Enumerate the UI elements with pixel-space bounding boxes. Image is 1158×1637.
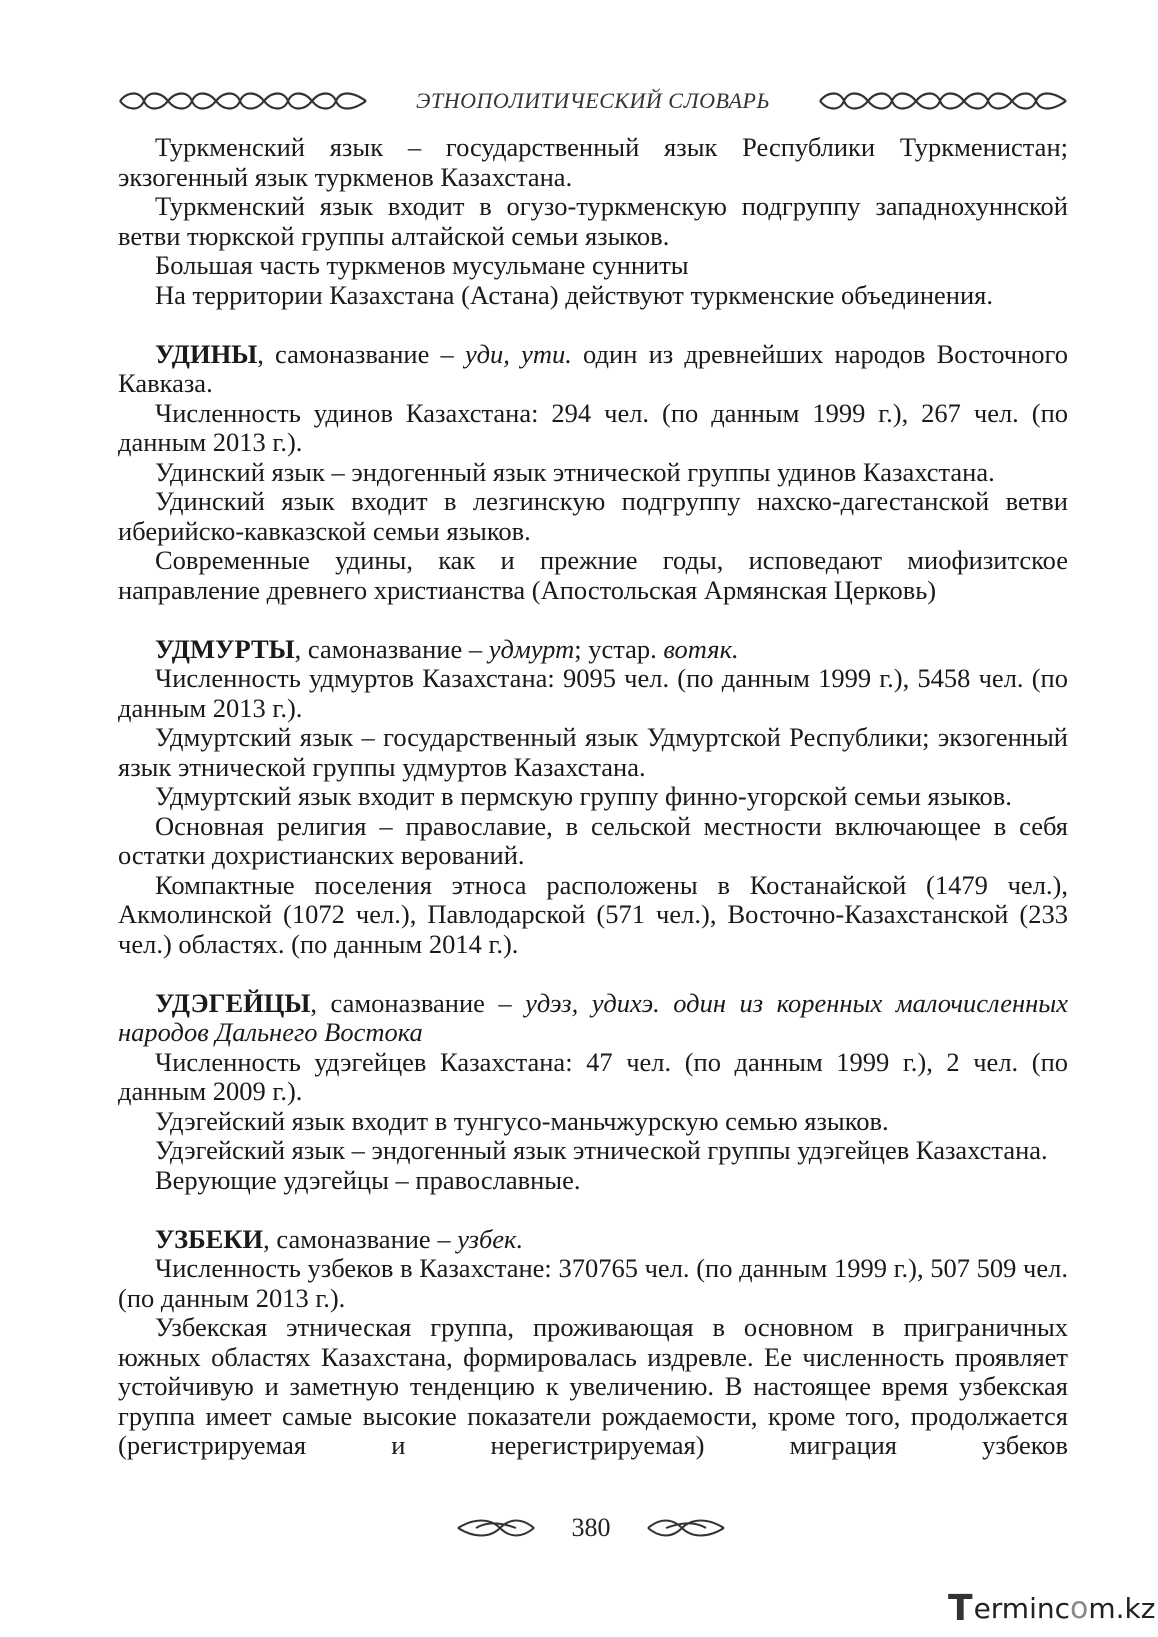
watermark-text-2: m.kz (1088, 1591, 1156, 1625)
entry-heading-udiny (118, 340, 1068, 399)
paragraph: Удинский язык – эндогенный язык этнической группы удинов Казахстана. (155, 456, 995, 487)
paragraph: Численность удинов Казахстана: 294 чел. (по данным 1999 г.), 267 чел. (по данным 2013 г.). (118, 397, 1068, 457)
paragraph: Большая часть туркменов мусульмане сунниты (155, 250, 689, 280)
footer-ornament-left-icon (456, 1516, 536, 1540)
site-watermark (948, 1587, 1156, 1629)
paragraph: Удмуртский язык входит в пермскую группу финно-угорской семьи языков. (155, 781, 1012, 811)
entry-term: УДИНЫ (155, 338, 258, 369)
entry-separator (118, 310, 1068, 340)
paragraph: Современные удины, как и прежние годы, исповедают миофизитское направление древнего христианства (Апостольская Армянская Церковь) (118, 545, 1068, 605)
entry-selfname: удмурт (488, 633, 575, 664)
paragraph: Основная религия – православие, в сельской местности включающее в себя остатки дохристианских верований. (118, 810, 1068, 870)
body-text (118, 133, 1068, 1461)
entry-selfname: уди, ути. (464, 338, 572, 369)
header-ornament-right-icon (818, 90, 1068, 112)
entry-heading-udmurty (118, 635, 1068, 665)
watermark-text-1: erminc (973, 1591, 1071, 1625)
paragraph: Численность узбеков в Казахстане: 370765 чел. (по данным 1999 г.), 507 509 чел. (по данным 2013 г.). (118, 1253, 1068, 1313)
paragraph: На территории Казахстана (Астана) действуют туркменские объединения. (155, 279, 993, 310)
entry-definition: один из древнейших народов Восточного Кавказа. (118, 338, 1068, 398)
paragraph: Численность удэгейцев Казахстана: 47 чел. (по данным 1999 г.), 2 чел. (по данным 2009 г.). (118, 1046, 1068, 1106)
entry-separator (118, 605, 1068, 635)
watermark-o: o (1070, 1590, 1089, 1626)
entry-selfname: узбек. (457, 1223, 524, 1254)
entry-term: УДМУРТЫ (155, 633, 295, 664)
paragraph: Туркменский язык входит в огузо-туркменскую подгруппу западнохуннской ветви тюркской группы алтайской семьи языков. (118, 191, 1068, 251)
header-ornament-left-icon (118, 90, 368, 112)
entry-heading-udegeytsy (118, 989, 1068, 1048)
paragraph: Компактные поселения этноса расположены в Костанайской (1479 чел.), Акмолинской (1072 чел.), Павлодарской (571 чел.), Восточно-Казахстанской (233 чел.) областях. (по данным 2014 г.). (118, 869, 1068, 959)
paragraph: Узбекская этническая группа, проживающая в основном в приграничных южных областях Казахстана, формировалась издревле. Ее численность проявляет устойчивую и заметную тенденцию к увеличению. В настоящее время узбекская группа имеет самые высокие показатели рождаемости, кроме того, продолжается (регистрируемая и нерегистрируемая) миграция узбеков (118, 1312, 1068, 1460)
entry-separator (118, 959, 1068, 989)
footer-ornament-right-icon (646, 1516, 726, 1540)
paragraph: Удэгейский язык входит в тунгусо-маньчжурскую семью языков. (155, 1105, 889, 1136)
page-footer (456, 1510, 726, 1546)
watermark-t: T (948, 1587, 973, 1629)
paragraph: Верующие удэгейцы – православные. (155, 1164, 581, 1195)
entry-lead: , самоназвание – (257, 338, 465, 369)
entry-lead: , самоназвание – (263, 1223, 458, 1254)
entry-archaic-label: ; устар. (574, 633, 664, 664)
entry-term: УЗБЕКИ (155, 1223, 264, 1254)
page-number: 380 (571, 1513, 611, 1542)
entry-lead: , самоназвание – (310, 987, 526, 1018)
entry-lead: , самоназвание – (294, 633, 489, 664)
paragraph: Численность удмуртов Казахстана: 9095 чел. (по данным 1999 г.), 5458 чел. (по данным 2013 г.). (118, 663, 1068, 723)
paragraph: Удэгейский язык – эндогенный язык этнической группы удэгейцев Казахстана. (155, 1135, 1048, 1165)
paragraph: Удмуртский язык – государственный язык Удмуртской Республики; экзогенный язык этнической группы удмуртов Казахстана. (118, 722, 1068, 782)
paragraph: Туркменский язык – государственный язык Республики Туркменистан; экзогенный язык туркменов Казахстана. (118, 132, 1068, 192)
entry-archaic-name: вотяк. (663, 633, 739, 664)
header-title: ЭТНОПОЛИТИЧЕСКИЙ СЛОВАРЬ (416, 88, 770, 113)
entry-term: УДЭГЕЙЦЫ (155, 987, 311, 1018)
paragraph: Удинский язык входит в лезгинскую подгруппу нахско-дагестанской ветви иберийско-кавказской семьи языков. (118, 486, 1068, 546)
running-header (118, 86, 1068, 116)
entry-separator (118, 1195, 1068, 1225)
entry-selfname: удэз, удихэ. один из коренных малочисленных народов Дальнего Востока (118, 987, 1068, 1047)
entry-heading-uzbeki (118, 1225, 1068, 1255)
